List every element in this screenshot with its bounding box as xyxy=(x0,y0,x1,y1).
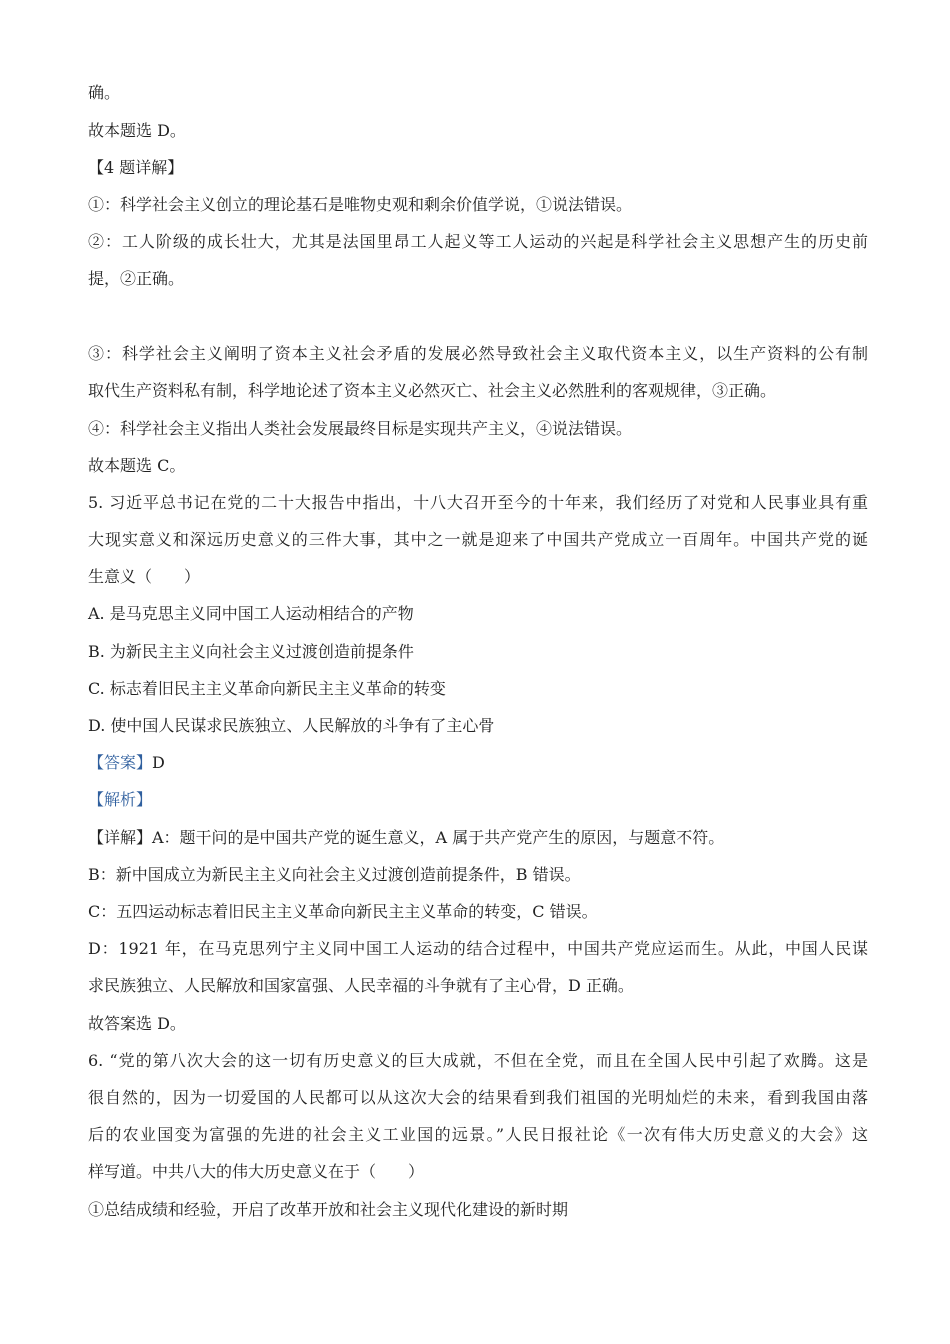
question-text: 大现实意义和深远历史意义的三件大事，其中之一就是迎来了中国共产党成立一百周年。中国共产党的诞 xyxy=(88,530,868,549)
text-line: 提，②正确。 xyxy=(88,269,185,288)
analysis-label: 【解析】 xyxy=(88,790,153,809)
text-line: 故本题选 C。 xyxy=(88,456,186,475)
text-line: C：五四运动标志着旧民主主义革命向新民主主义革命的转变，C 错误。 xyxy=(88,902,598,921)
text-line: ④：科学社会主义指出人类社会发展最终目标是实现共产主义，④说法错误。 xyxy=(88,419,633,438)
answer-value: D xyxy=(152,753,165,772)
question-text: 5. 习近平总书记在党的二十大报告中指出，十八大召开至今的十年来，我们经历了对党和人民事业具有重 xyxy=(88,493,868,512)
answer-label: 【答案】 xyxy=(88,753,153,772)
question-text: 生意义（ ） xyxy=(88,567,201,586)
question-text: 6. “党的第八次大会的这一切有历史意义的巨大成就，不但在全党，而且在全国人民中引起了欢腾。这是 xyxy=(88,1051,868,1070)
text-line: 求民族独立、人民解放和国家富强、人民幸福的斗争就有了主心骨，D 正确。 xyxy=(88,976,634,995)
section-heading: 【4 题详解】 xyxy=(88,158,184,177)
option-c: C. 标志着旧民主主义革命向新民主主义革命的转变 xyxy=(88,679,446,698)
text-line: 取代生产资料私有制，科学地论述了资本主义必然灭亡、社会主义必然胜利的客观规律，③正确。 xyxy=(88,381,777,400)
text-line: B：新中国成立为新民主主义向社会主义过渡创造前提条件，B 错误。 xyxy=(88,865,581,884)
answer-line xyxy=(88,752,868,774)
option-1: ①总结成绩和经验，开启了改革开放和社会主义现代化建设的新时期 xyxy=(88,1200,569,1219)
text-line: ①：科学社会主义创立的理论基石是唯物史观和剩余价值学说，①说法错误。 xyxy=(88,195,633,214)
text-line: 故本题选 D。 xyxy=(88,121,186,140)
text-line: 确。 xyxy=(88,83,121,102)
question-text: 样写道。中共八大的伟大历史意义在于（ ） xyxy=(88,1162,425,1181)
text-line: 【详解】A：题干问的是中国共产党的诞生意义，A 属于共产党产生的原因，与题意不符。 xyxy=(88,828,725,847)
question-text: 后的农业国变为富强的先进的社会主义工业国的远景。”人民日报社论《一次有伟大历史意义的大会》这 xyxy=(88,1125,868,1144)
option-d: D. 使中国人民谋求民族独立、人民解放的斗争有了主心骨 xyxy=(88,716,495,735)
text-line: ②：工人阶级的成长壮大，尤其是法国里昂工人起义等工人运动的兴起是科学社会主义思想产生的历史前 xyxy=(88,232,868,251)
text-line: ③：科学社会主义阐明了资本主义社会矛盾的发展必然导致社会主义取代资本主义，以生产资料的公有制 xyxy=(88,344,868,363)
option-a: A. 是马克思主义同中国工人运动相结合的产物 xyxy=(88,604,414,623)
option-b: B. 为新民主主义向社会主义过渡创造前提条件 xyxy=(88,642,414,661)
text-line: 故答案选 D。 xyxy=(88,1014,186,1033)
question-text: 很自然的，因为一切爱国的人民都可以从这次大会的结果看到我们祖国的光明灿烂的未来，看到我国由落 xyxy=(88,1088,868,1107)
text-line: D：1921 年，在马克思列宁主义同中国工人运动的结合过程中，中国共产党应运而生。从此，中国人民谋 xyxy=(88,939,868,958)
